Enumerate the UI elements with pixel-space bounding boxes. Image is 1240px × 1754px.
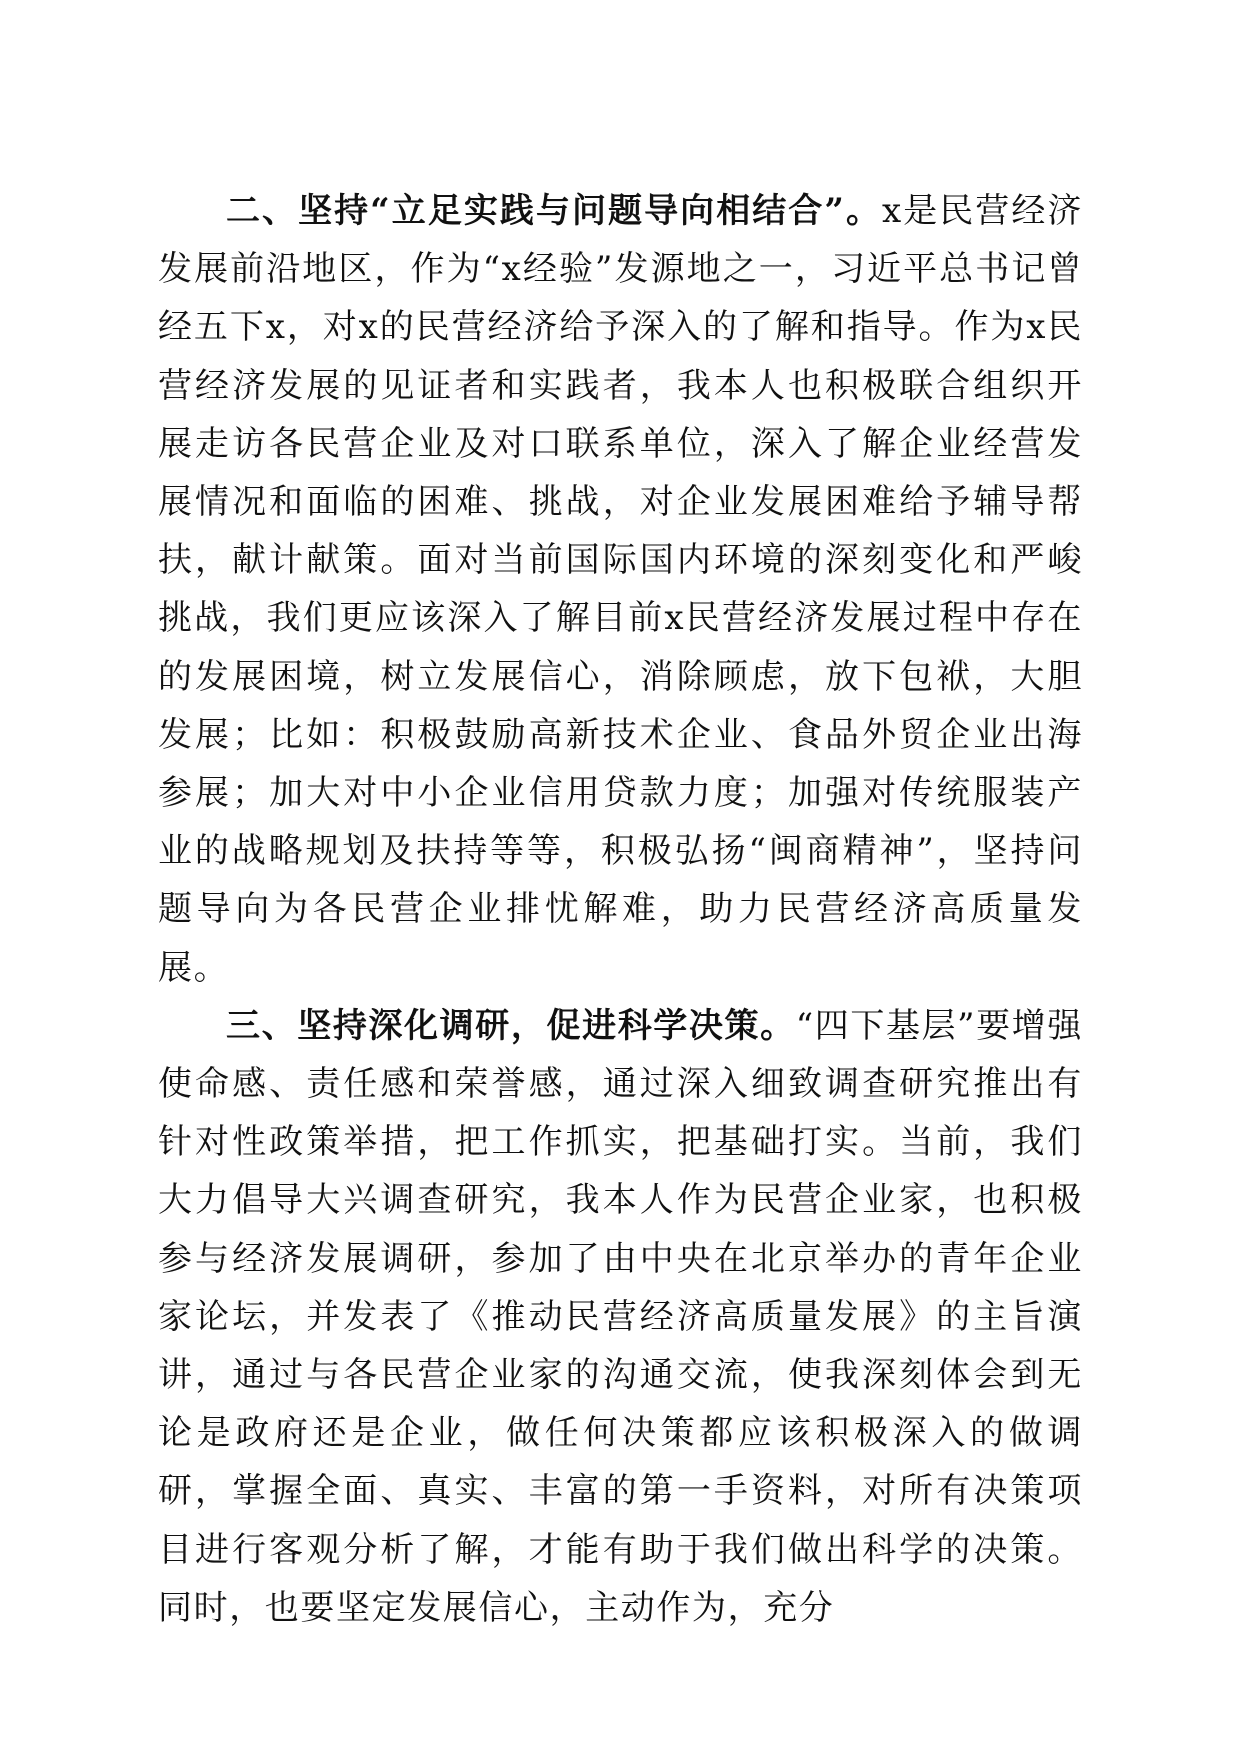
paragraph-section-2: [158, 182, 1083, 997]
section-body-3: “四下基层”要增强使命感、责任感和荣誉感，通过深入细致调查研究推出有针对性政策举措，把工作抓实，把基础打实。当前，我们大力倡导大兴调查研究，我本人作为民营企业家，也积极参与经济发展调研，参加了由中央在北京举办的青年企业家论坛，并发表了《推动民营经济高质量发展》的主旨演讲，通过与各民营企业家的沟通交流，使我深刻体会到无论是政府还是企业，做任何决策都应该积极深入的做调研，掌握全面、真实、丰富的第一手资料，对所有决策项目进行客观分析了解，才能有助于我们做出科学的决策。同时，也要坚定发展信心，主动作为，充分: [158, 1005, 1083, 1628]
section-body-2: x是民营经济发展前沿地区，作为“x经验”发源地之一，习近平总书记曾经五下x，对x的民营经济给予深入的了解和指导。作为x民营经济发展的见证者和实践者，我本人也积极联合组织开展走访各民营企业及对口联系单位，深入了解企业经营发展情况和面临的困难、挑战，对企业发展困难给予辅导帮扶，献计献策。面对当前国际国内环境的深刻变化和严峻挑战，我们更应该深入了解目前x民营经济发展过程中存在的发展困境，树立发展信心，消除顾虑，放下包袱，大胆发展；比如：积极鼓励高新技术企业、食品外贸企业出海参展；加大对中小企业信用贷款力度；加强对传统服装产业的战略规划及扶持等等，积极弘扬“闽商精神”，坚持问题导向为各民营企业排忧解难，助力民营经济高质量发展。: [158, 191, 1084, 988]
document-body: [158, 182, 1083, 1637]
section-heading-3: 三、坚持深化调研，促进科学决策。: [226, 1005, 796, 1046]
paragraph-section-3: [158, 997, 1083, 1637]
section-heading-2: 二、坚持“立足实践与问题导向相结合”。: [226, 191, 882, 231]
